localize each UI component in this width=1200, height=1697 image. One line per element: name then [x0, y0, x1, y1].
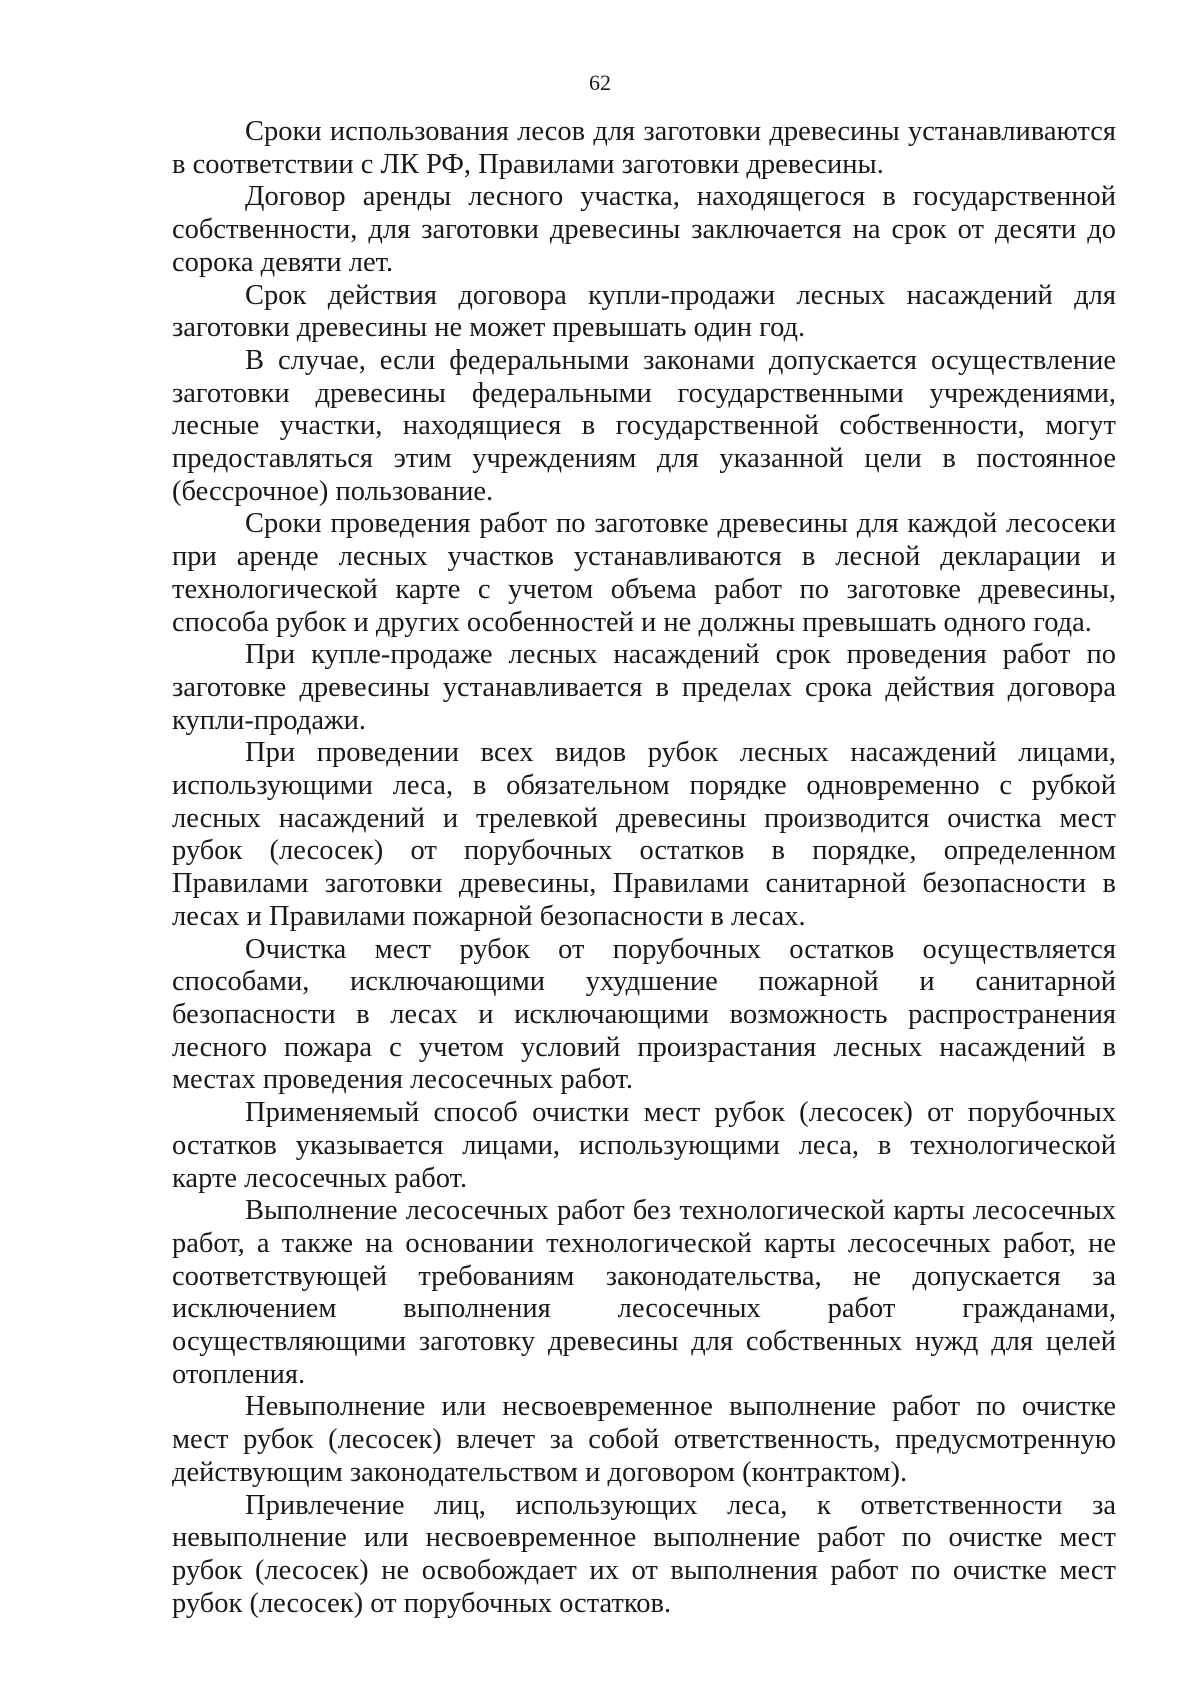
paragraph: Невыполнение или несвоевременное выполнение работ по очистке мест рубок (лесосек) влечет за собой ответственность, предусмотренную действующим законодательством и договором (контрактом). [172, 1391, 1116, 1488]
page-number: 62 [589, 70, 611, 95]
paragraph: При проведении всех видов рубок лесных насаждений лицами, использующими леса, в обязательном порядке одновременно с рубкой лесных насаждений и трелевкой древесины производится очистка мест рубок (лесосек) от порубочных остатков в порядке, определенном Правилами заготовки древесины, Правилами санитарной безопасности в лесах и Правилами пожарной безопасности в лесах. [172, 737, 1116, 932]
paragraph: Применяемый способ очистки мест рубок (лесосек) от порубочных остатков указывается лицами, использующими леса, в технологической карте лесосечных работ. [172, 1097, 1116, 1194]
paragraph: При купле-продаже лесных насаждений срок проведения работ по заготовке древесины устанавливается в пределах срока действия договора купли-продажи. [172, 639, 1116, 736]
paragraph: Сроки проведения работ по заготовке древесины для каждой лесосеки при аренде лесных участков устанавливаются в лесной декларации и технологической карте с учетом объема работ по заготовке древесины, способа рубок и других особенностей и не должны превышать одного года. [172, 508, 1116, 638]
paragraph: В случае, если федеральными законами допускается осуществление заготовки древесины федеральными государственными учреждениями, лесные участки, находящиеся в государственной собственности, могут предоставляться этим учреждениям для указанной цели в постоянное (бессрочное) пользование. [172, 344, 1116, 507]
paragraph: Договор аренды лесного участка, находящегося в государственной собственности, для заготовки древесины заключается на срок от десяти до сорока девяти лет. [172, 181, 1116, 278]
paragraph: Привлечение лиц, использующих леса, к ответственности за невыполнение или несвоевременное выполнение работ по очистке мест рубок (лесосек) не освобождает их от выполнения работ по очистке мест рубок (лесосек) от порубочных остатков. [172, 1489, 1116, 1619]
paragraph: Выполнение лесосечных работ без технологической карты лесосечных работ, а также на основании технологической карты лесосечных работ, не соответствующей требованиям законодательства, не допускается за исключением выполнения лесосечных работ гражданами, осуществляющими заготовку древесины для собственных нужд для целей отопления. [172, 1195, 1116, 1390]
paragraph: Срок действия договора купли-продажи лесных насаждений для заготовки древесины не может превышать один год. [172, 279, 1116, 344]
paragraph: Очистка мест рубок от порубочных остатков осуществляется способами, исключающими ухудшение пожарной и санитарной безопасности в лесах и исключающими возможность распространения лесного пожара с учетом условий произрастания лесных насаждений в местах проведения лесосечных работ. [172, 933, 1116, 1096]
paragraph: Сроки использования лесов для заготовки древесины устанавливаются в соответствии с ЛК РФ, Правилами заготовки древесины. [172, 116, 1116, 180]
document-body [172, 116, 1116, 1620]
